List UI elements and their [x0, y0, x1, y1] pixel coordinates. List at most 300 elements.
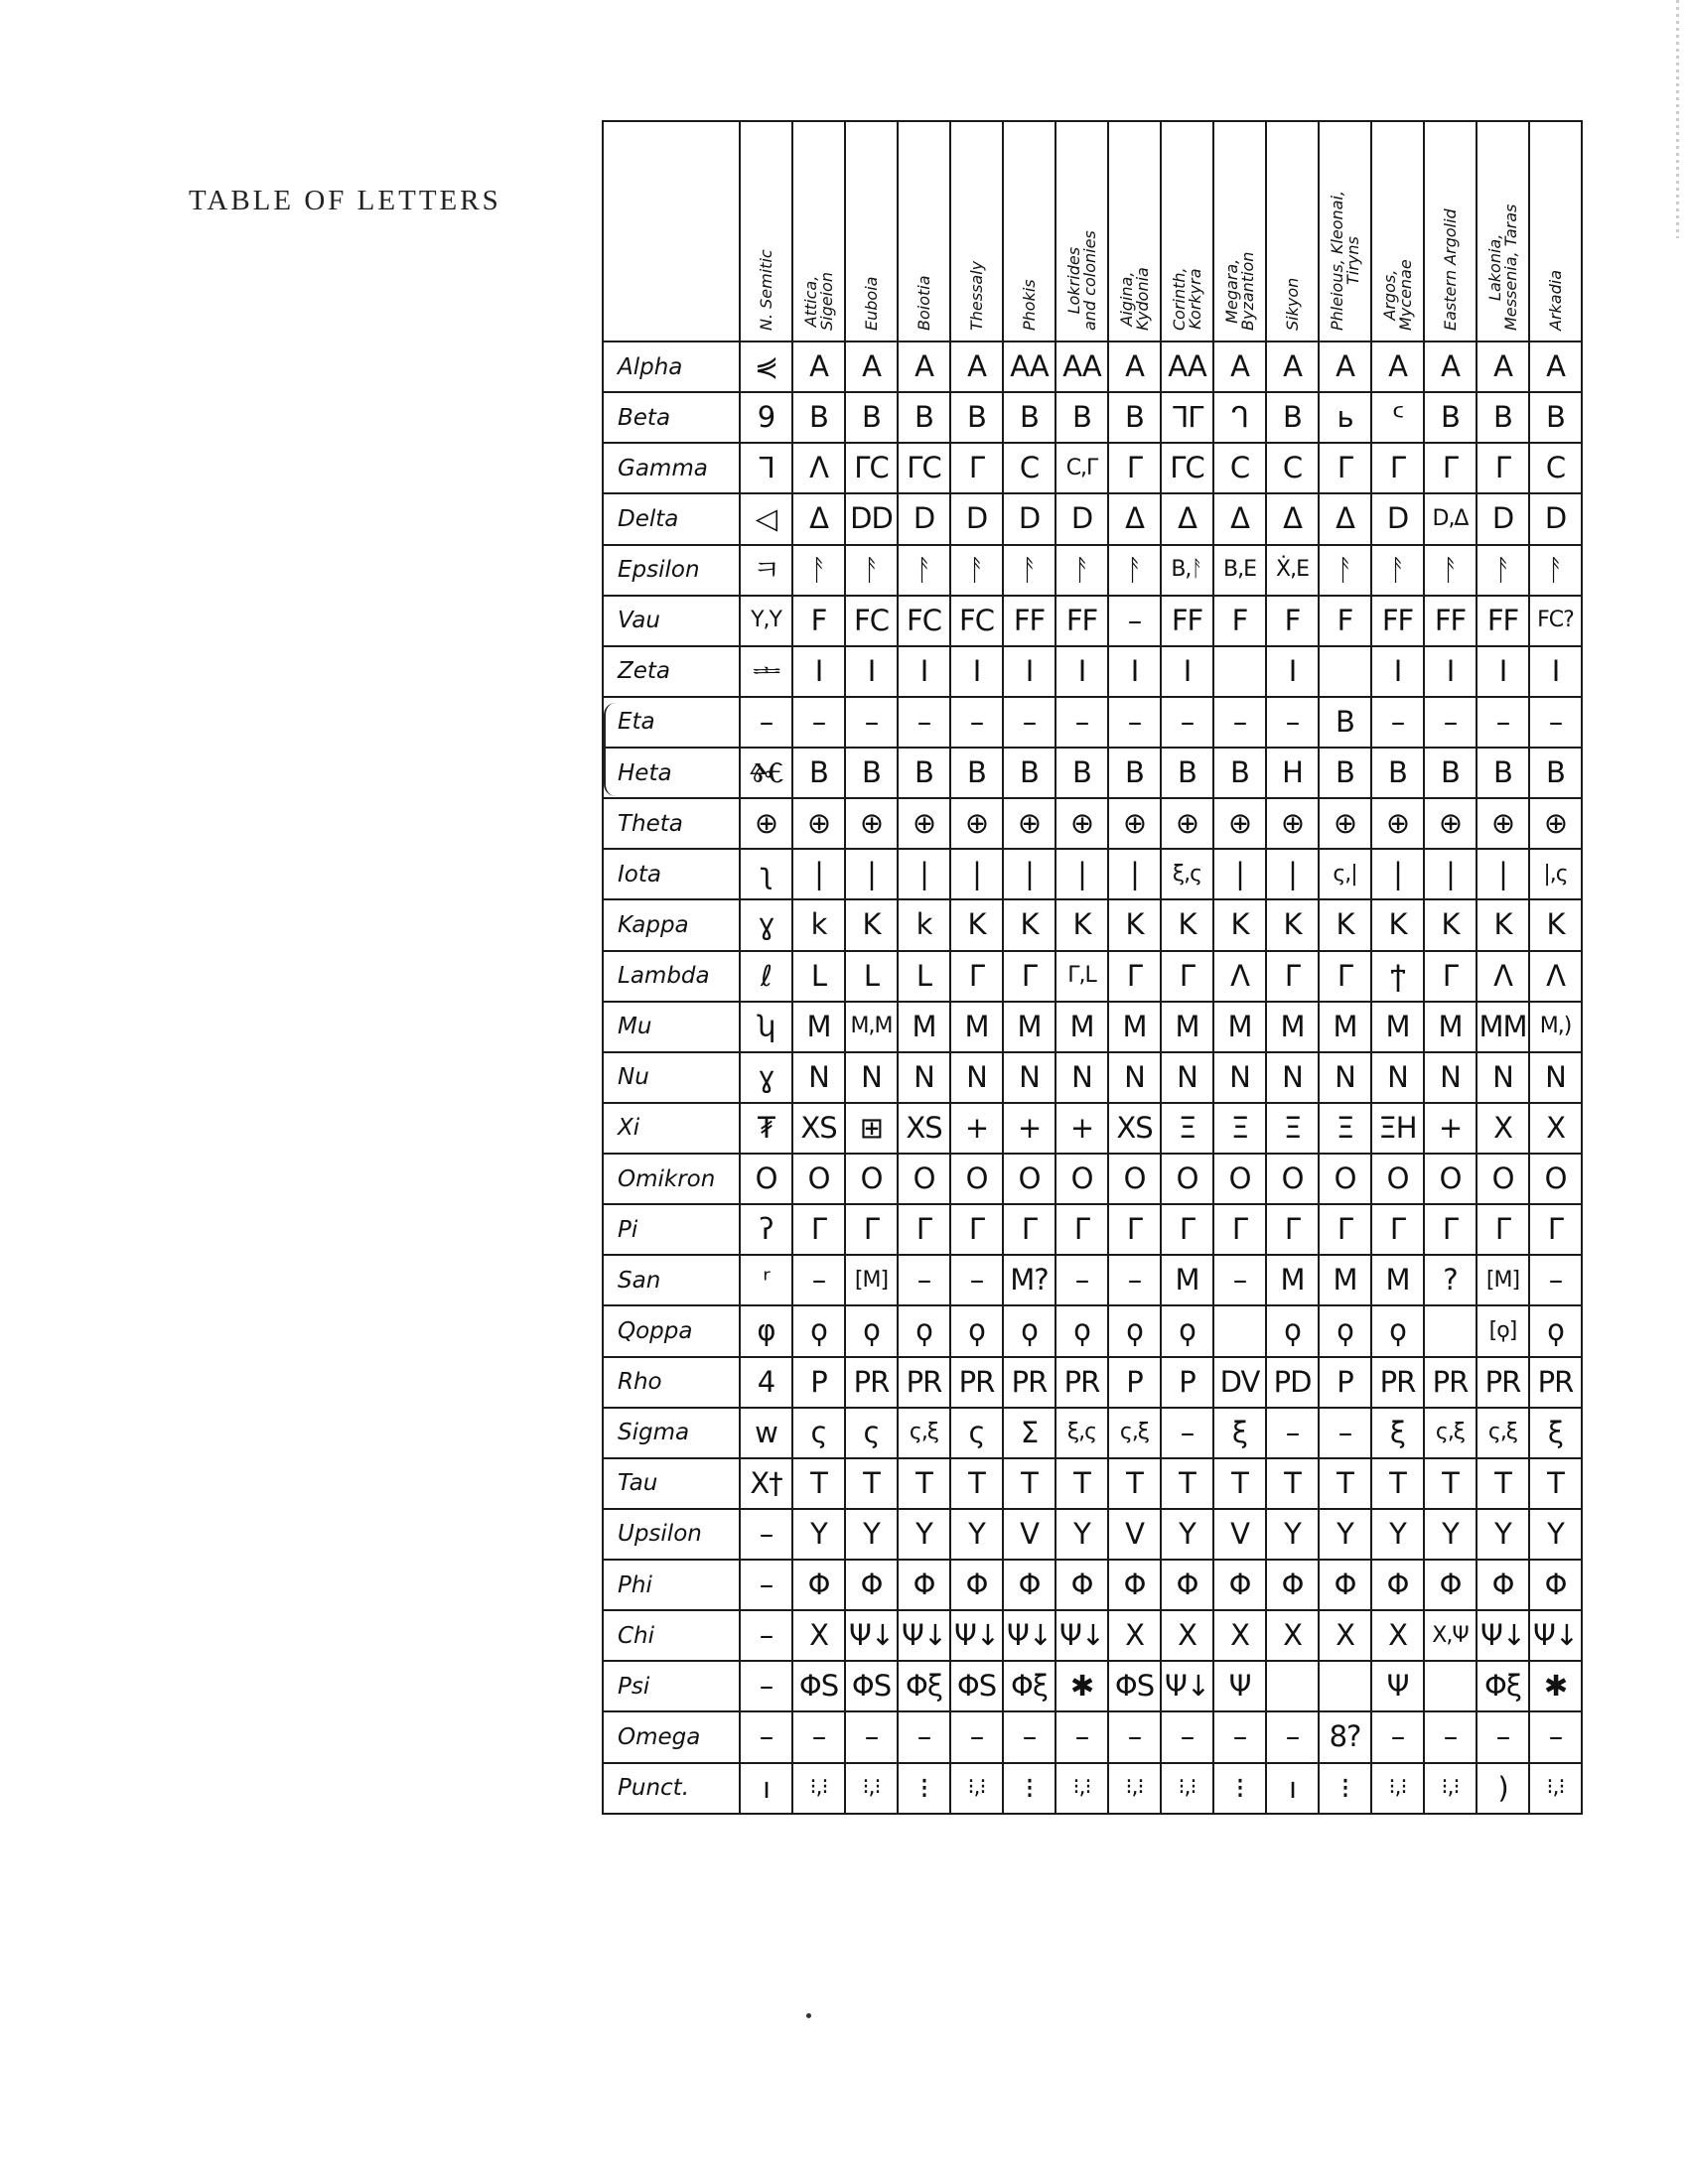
letter-form: ς: [845, 1408, 898, 1458]
letter-form: K: [1003, 899, 1055, 950]
letter-form: A: [1108, 341, 1161, 392]
letter-form: –: [898, 1711, 950, 1762]
letter-form: ⋞: [740, 341, 792, 392]
letter-form: B: [845, 748, 898, 798]
letter-form: –: [1319, 1408, 1371, 1458]
letter-form: Γ: [950, 1204, 1003, 1255]
letter-form: 4: [740, 1357, 792, 1408]
letter-form: M: [1371, 1002, 1424, 1052]
letter-form: I: [1108, 646, 1161, 697]
letter-form: T: [1161, 1458, 1213, 1509]
letter-form: ⁝,⁝: [1161, 1763, 1213, 1815]
letter-form: |: [792, 849, 845, 899]
letter-form: [M]: [1477, 1255, 1529, 1305]
letter-form: B: [1003, 748, 1055, 798]
letter-form: O: [1108, 1154, 1161, 1204]
table-row: [603, 697, 1582, 748]
letter-form: T: [1529, 1458, 1582, 1509]
letter-form: Ẋ,E: [1266, 545, 1319, 596]
letter-form: Ψ↓: [950, 1610, 1003, 1661]
letter-form: K: [1161, 899, 1213, 950]
letter-form: D: [1371, 493, 1424, 544]
letter-form: ς: [792, 1408, 845, 1458]
letter-form: Y: [1055, 1509, 1108, 1560]
letter-form: Γ: [1319, 951, 1371, 1002]
letter-form: ⁝,⁝: [1371, 1763, 1424, 1815]
letter-form: Δ: [792, 493, 845, 544]
scan-edge: [1676, 0, 1679, 238]
letter-form: D: [1055, 493, 1108, 544]
letter-form: C: [1213, 443, 1266, 493]
letter-form: –: [950, 1711, 1003, 1762]
letter-form: Y: [1424, 1509, 1477, 1560]
letter-form: –: [1213, 697, 1266, 748]
letter-form: +: [1055, 1103, 1108, 1154]
letter-form: A: [792, 341, 845, 392]
letter-form: ⁝,⁝: [1529, 1763, 1582, 1815]
letter-form: –: [1003, 1711, 1055, 1762]
letter-form: X†: [740, 1458, 792, 1509]
letter-form: ı: [1266, 1763, 1319, 1815]
region-header: [845, 121, 898, 341]
letter-form: ⊕: [898, 798, 950, 849]
letter-form: M: [1424, 1002, 1477, 1052]
letter-form: K: [1108, 899, 1161, 950]
letter-form: ϜϜ: [1003, 596, 1055, 646]
letter-form: A: [950, 341, 1003, 392]
letter-form: ξ: [1213, 1408, 1266, 1458]
letter-form: ᒣ: [740, 443, 792, 493]
letter-form: V: [1003, 1509, 1055, 1560]
letter-form: ⊕: [1477, 798, 1529, 849]
letters-grid: [602, 120, 1583, 1815]
letter-form: PR: [845, 1357, 898, 1408]
letter-form: P: [1161, 1357, 1213, 1408]
letter-form: M: [1161, 1255, 1213, 1305]
letter-form: ₮: [740, 1103, 792, 1154]
region-header: [1477, 121, 1529, 341]
letter-form: ϜϜ: [1424, 596, 1477, 646]
letter-form: Γ: [1108, 951, 1161, 1002]
letter-form: Φξ: [898, 1661, 950, 1711]
letter-form: Φ: [1529, 1560, 1582, 1610]
letter-form: Γ: [1424, 443, 1477, 493]
letter-form: ξ,ς: [1161, 849, 1213, 899]
letter-form: T: [792, 1458, 845, 1509]
table-row: [603, 951, 1582, 1002]
letter-form: B: [1213, 748, 1266, 798]
letter-name: Beta: [603, 392, 740, 443]
letter-form: Γ: [1529, 1204, 1582, 1255]
letter-form: L: [845, 951, 898, 1002]
letter-form: V: [1213, 1509, 1266, 1560]
table-row: [603, 1610, 1582, 1661]
letter-form: Φ: [950, 1560, 1003, 1610]
letter-form: ʳ: [740, 1255, 792, 1305]
letter-form: T: [1213, 1458, 1266, 1509]
letter-form: –: [845, 697, 898, 748]
letter-form: M: [1108, 1002, 1161, 1052]
region-label: Phleious, Kleonai, Tiryns: [1327, 190, 1362, 331]
letter-form: T: [950, 1458, 1003, 1509]
letter-form: O: [845, 1154, 898, 1204]
letter-form: Y: [898, 1509, 950, 1560]
letter-form: Δ: [1319, 493, 1371, 544]
letter-form: Γ: [1161, 1204, 1213, 1255]
letter-form: T: [1108, 1458, 1161, 1509]
letter-form: –: [898, 697, 950, 748]
letter-form: Ξ: [1266, 1103, 1319, 1154]
letter-form: φ: [740, 1305, 792, 1356]
letter-form: Φ: [792, 1560, 845, 1610]
letter-form: M: [1319, 1255, 1371, 1305]
letter-form: |: [845, 849, 898, 899]
letter-form: ξ: [1371, 1408, 1424, 1458]
letter-form: –: [1477, 1711, 1529, 1762]
table-row: [603, 1154, 1582, 1204]
letter-form: ✱: [1529, 1661, 1582, 1711]
letter-form: PR: [898, 1357, 950, 1408]
table-row: [603, 1204, 1582, 1255]
letter-form: ϙ: [1161, 1305, 1213, 1356]
letter-form: Γ: [1319, 443, 1371, 493]
letter-form: ɣ: [740, 899, 792, 950]
letter-form: ⊕: [740, 798, 792, 849]
letter-form: AA: [1161, 341, 1213, 392]
letter-form: ϜϜ: [1055, 596, 1108, 646]
letter-form: [ϙ]: [1477, 1305, 1529, 1356]
letter-form: ᚨ: [1003, 545, 1055, 596]
letter-form: Γ: [1424, 1204, 1477, 1255]
letter-form: Ψ↓: [1529, 1610, 1582, 1661]
letter-form: Y: [1477, 1509, 1529, 1560]
page-title: TABLE OF LETTERS: [189, 185, 501, 216]
letter-form: B: [1055, 392, 1108, 443]
table-row: [603, 1103, 1582, 1154]
region-label: Phokis: [1019, 279, 1039, 331]
letter-form: ϙ: [1371, 1305, 1424, 1356]
letter-form: I: [1424, 646, 1477, 697]
letter-form: Γ: [1108, 443, 1161, 493]
letter-form: I: [1371, 646, 1424, 697]
letter-form: O: [1213, 1154, 1266, 1204]
letter-form: ⁝: [898, 1763, 950, 1815]
letter-form: Φ: [1108, 1560, 1161, 1610]
letter-form: Φ: [1055, 1560, 1108, 1610]
letter-form: ϜϜ: [1477, 596, 1529, 646]
table-row: [603, 1458, 1582, 1509]
letter-form: O: [1266, 1154, 1319, 1204]
letter-form: N: [1477, 1052, 1529, 1103]
letter-form: –: [1108, 1255, 1161, 1305]
letter-form: A: [1424, 341, 1477, 392]
letter-form: D: [898, 493, 950, 544]
region-header: [1371, 121, 1424, 341]
letter-form: T: [845, 1458, 898, 1509]
letter-form: –: [1424, 697, 1477, 748]
region-label: Lakonia, Messenia, Taras: [1484, 204, 1520, 331]
letter-form: +: [950, 1103, 1003, 1154]
letter-form: ΓC: [898, 443, 950, 493]
letter-form: O: [1529, 1154, 1582, 1204]
table-row: [603, 545, 1582, 596]
region-header: [1213, 121, 1266, 341]
letter-form: –: [1266, 697, 1319, 748]
region-header: [1319, 121, 1371, 341]
letter-form: ⁝,⁝: [845, 1763, 898, 1815]
letter-form: Γ: [1266, 951, 1319, 1002]
letter-name: Punct.: [603, 1763, 740, 1815]
letter-form: M: [1213, 1002, 1266, 1052]
letter-form: X: [1477, 1103, 1529, 1154]
letter-form: –: [1161, 1711, 1213, 1762]
letter-form: ᒣᒥ: [1161, 392, 1213, 443]
letter-name: Qoppa: [603, 1305, 740, 1356]
letter-form: Γ: [1477, 1204, 1529, 1255]
region-label: Megara, Byzantion: [1221, 251, 1257, 331]
letter-form: AA: [1055, 341, 1108, 392]
table-row: [603, 849, 1582, 899]
letter-form: –: [1161, 697, 1213, 748]
letter-form: B: [1319, 748, 1371, 798]
letter-form: ⊞: [845, 1103, 898, 1154]
letter-form: X: [1266, 1610, 1319, 1661]
letter-form: ⊕: [1213, 798, 1266, 849]
letter-form: B: [1108, 392, 1161, 443]
letter-form: ᚨ: [898, 545, 950, 596]
letter-form: Γ: [1108, 1204, 1161, 1255]
letter-form: O: [1477, 1154, 1529, 1204]
letter-name: Lambda: [603, 951, 740, 1002]
letter-name: Nu: [603, 1052, 740, 1103]
letter-form: B: [1371, 748, 1424, 798]
letter-form: N: [1529, 1052, 1582, 1103]
letter-form: –: [792, 697, 845, 748]
letter-form: T: [1477, 1458, 1529, 1509]
letter-form: XS: [1108, 1103, 1161, 1154]
letter-form: X: [1319, 1610, 1371, 1661]
letter-form: ⊕: [792, 798, 845, 849]
letter-form: ᚨ: [1055, 545, 1108, 596]
letter-form: ξ: [1529, 1408, 1582, 1458]
table-row: [603, 1305, 1582, 1356]
letter-form: –: [1371, 1711, 1424, 1762]
table-row: [603, 341, 1582, 392]
letter-form: Γ: [1213, 1204, 1266, 1255]
letter-form: XS: [792, 1103, 845, 1154]
letter-form: [1319, 646, 1371, 697]
letter-name: Delta: [603, 493, 740, 544]
letter-form: I: [1477, 646, 1529, 697]
letter-form: [1424, 1305, 1477, 1356]
letter-form: ϜC?: [1529, 596, 1582, 646]
letter-form: C: [1003, 443, 1055, 493]
letter-form: Γ: [1371, 443, 1424, 493]
letter-form: I: [845, 646, 898, 697]
letter-form: ς,ξ: [898, 1408, 950, 1458]
letter-form: A: [1477, 341, 1529, 392]
region-header: [898, 121, 950, 341]
letter-form: Y: [950, 1509, 1003, 1560]
letter-form: C: [1266, 443, 1319, 493]
letter-form: B: [950, 392, 1003, 443]
table-row: [603, 1357, 1582, 1408]
table-row: [603, 1509, 1582, 1560]
region-label: Corinth, Korkyra: [1169, 267, 1204, 331]
letter-form: ʅ: [740, 849, 792, 899]
letter-form: I: [950, 646, 1003, 697]
letter-form: ϙ: [1108, 1305, 1161, 1356]
letter-form: O: [1003, 1154, 1055, 1204]
letter-form: –: [1266, 1711, 1319, 1762]
region-header: [792, 121, 845, 341]
letter-form: ⊕: [1529, 798, 1582, 849]
letter-form: –: [1055, 1255, 1108, 1305]
letter-form: XS: [898, 1103, 950, 1154]
table-row: [603, 1002, 1582, 1052]
letter-form: ΦS: [792, 1661, 845, 1711]
letter-form: M: [1371, 1255, 1424, 1305]
letter-form: –: [898, 1255, 950, 1305]
letter-form: T: [898, 1458, 950, 1509]
letter-form: ⊕: [1371, 798, 1424, 849]
letter-form: ?: [1424, 1255, 1477, 1305]
letter-form: ь: [1319, 392, 1371, 443]
region-label: Arkadia: [1545, 270, 1565, 331]
letter-form: ⁝,⁝: [1055, 1763, 1108, 1815]
letter-form: K: [950, 899, 1003, 950]
letter-form: Δ: [1213, 493, 1266, 544]
letter-form: O: [1161, 1154, 1213, 1204]
letter-form: |: [1108, 849, 1161, 899]
letter-name: Psi: [603, 1661, 740, 1711]
letter-form: Φ: [898, 1560, 950, 1610]
letter-form: ϜϜ: [1161, 596, 1213, 646]
letter-form: N: [792, 1052, 845, 1103]
letter-form: 8?: [1319, 1711, 1371, 1762]
letter-form: ⁝,⁝: [1424, 1763, 1477, 1815]
letter-form: M: [1161, 1002, 1213, 1052]
letter-form: –: [740, 1509, 792, 1560]
letter-form: B: [1529, 748, 1582, 798]
letter-form: Φ: [1424, 1560, 1477, 1610]
letter-form: Δ: [1161, 493, 1213, 544]
letter-form: ᑦ: [1371, 392, 1424, 443]
letter-name: Theta: [603, 798, 740, 849]
letter-form: I: [1161, 646, 1213, 697]
letter-form: ϙ: [1003, 1305, 1055, 1356]
letter-form: ᚨ: [792, 545, 845, 596]
letter-form: N: [1371, 1052, 1424, 1103]
letter-form: Ξ: [1213, 1103, 1266, 1154]
letter-form: N: [1424, 1052, 1477, 1103]
letter-form: Γ: [1266, 1204, 1319, 1255]
letter-form: B: [845, 392, 898, 443]
region-header: [1529, 121, 1582, 341]
letters-table: [602, 120, 1581, 1815]
letter-form: ς: [950, 1408, 1003, 1458]
letter-form: Γ: [898, 1204, 950, 1255]
letter-form: ς,ξ: [1108, 1408, 1161, 1458]
region-header: [1108, 121, 1161, 341]
letter-form: –: [1266, 1408, 1319, 1458]
letter-form: PR: [1424, 1357, 1477, 1408]
letter-form: Σ: [1003, 1408, 1055, 1458]
letter-form: K: [1055, 899, 1108, 950]
region-header-row: [603, 121, 1582, 341]
letter-form: Φ: [1161, 1560, 1213, 1610]
letter-form: –: [1424, 1711, 1477, 1762]
letter-form: ϙ: [950, 1305, 1003, 1356]
letter-form: O: [1319, 1154, 1371, 1204]
letter-form: K: [845, 899, 898, 950]
letter-form: ɣ: [740, 1052, 792, 1103]
letter-form: ϜC: [898, 596, 950, 646]
letter-name: Upsilon: [603, 1509, 740, 1560]
letter-form: |: [898, 849, 950, 899]
letter-form: X: [1108, 1610, 1161, 1661]
letter-form: Y: [792, 1509, 845, 1560]
letter-form: ΦS: [950, 1661, 1003, 1711]
letter-form: Ψ↓: [1477, 1610, 1529, 1661]
region-header: [1003, 121, 1055, 341]
letter-form: P: [1108, 1357, 1161, 1408]
letter-form: +: [1424, 1103, 1477, 1154]
letter-form: B: [1266, 392, 1319, 443]
letter-form: N: [1319, 1052, 1371, 1103]
letter-form: I: [1003, 646, 1055, 697]
letter-name: Phi: [603, 1560, 740, 1610]
letter-form: L: [792, 951, 845, 1002]
region-header: [1266, 121, 1319, 341]
letter-form: ΦS: [1108, 1661, 1161, 1711]
letter-form: N: [950, 1052, 1003, 1103]
letter-form: PR: [1477, 1357, 1529, 1408]
letter-form: T: [1266, 1458, 1319, 1509]
letter-form: |: [1266, 849, 1319, 899]
letter-form: ϯ: [1371, 951, 1424, 1002]
letter-form: K: [1319, 899, 1371, 950]
letter-form: –: [1477, 697, 1529, 748]
letter-form: –: [740, 1661, 792, 1711]
letter-form: PR: [950, 1357, 1003, 1408]
region-header: [950, 121, 1003, 341]
letter-form: B: [898, 748, 950, 798]
letter-form: C: [1529, 443, 1582, 493]
letter-form: ᒉ: [1213, 392, 1266, 443]
letter-form: ⁝,⁝: [792, 1763, 845, 1815]
letter-form: M?: [1003, 1255, 1055, 1305]
letter-name: Omikron: [603, 1154, 740, 1204]
table-row: [603, 798, 1582, 849]
letter-form: –: [1213, 1255, 1266, 1305]
letter-form: O: [792, 1154, 845, 1204]
letter-form: Φ: [1213, 1560, 1266, 1610]
letter-form: B: [1108, 748, 1161, 798]
letter-form: B: [1424, 392, 1477, 443]
letter-form: Γ: [1161, 951, 1213, 1002]
letter-form: PR: [1529, 1357, 1582, 1408]
letter-form: –: [740, 1711, 792, 1762]
table-row: [603, 493, 1582, 544]
letter-form: Λ: [1529, 951, 1582, 1002]
region-header: [1161, 121, 1213, 341]
letter-form: ϙ: [845, 1305, 898, 1356]
letter-form: Γ: [1424, 951, 1477, 1002]
letter-form: D: [1477, 493, 1529, 544]
letter-form: M: [792, 1002, 845, 1052]
letter-name: Iota: [603, 849, 740, 899]
